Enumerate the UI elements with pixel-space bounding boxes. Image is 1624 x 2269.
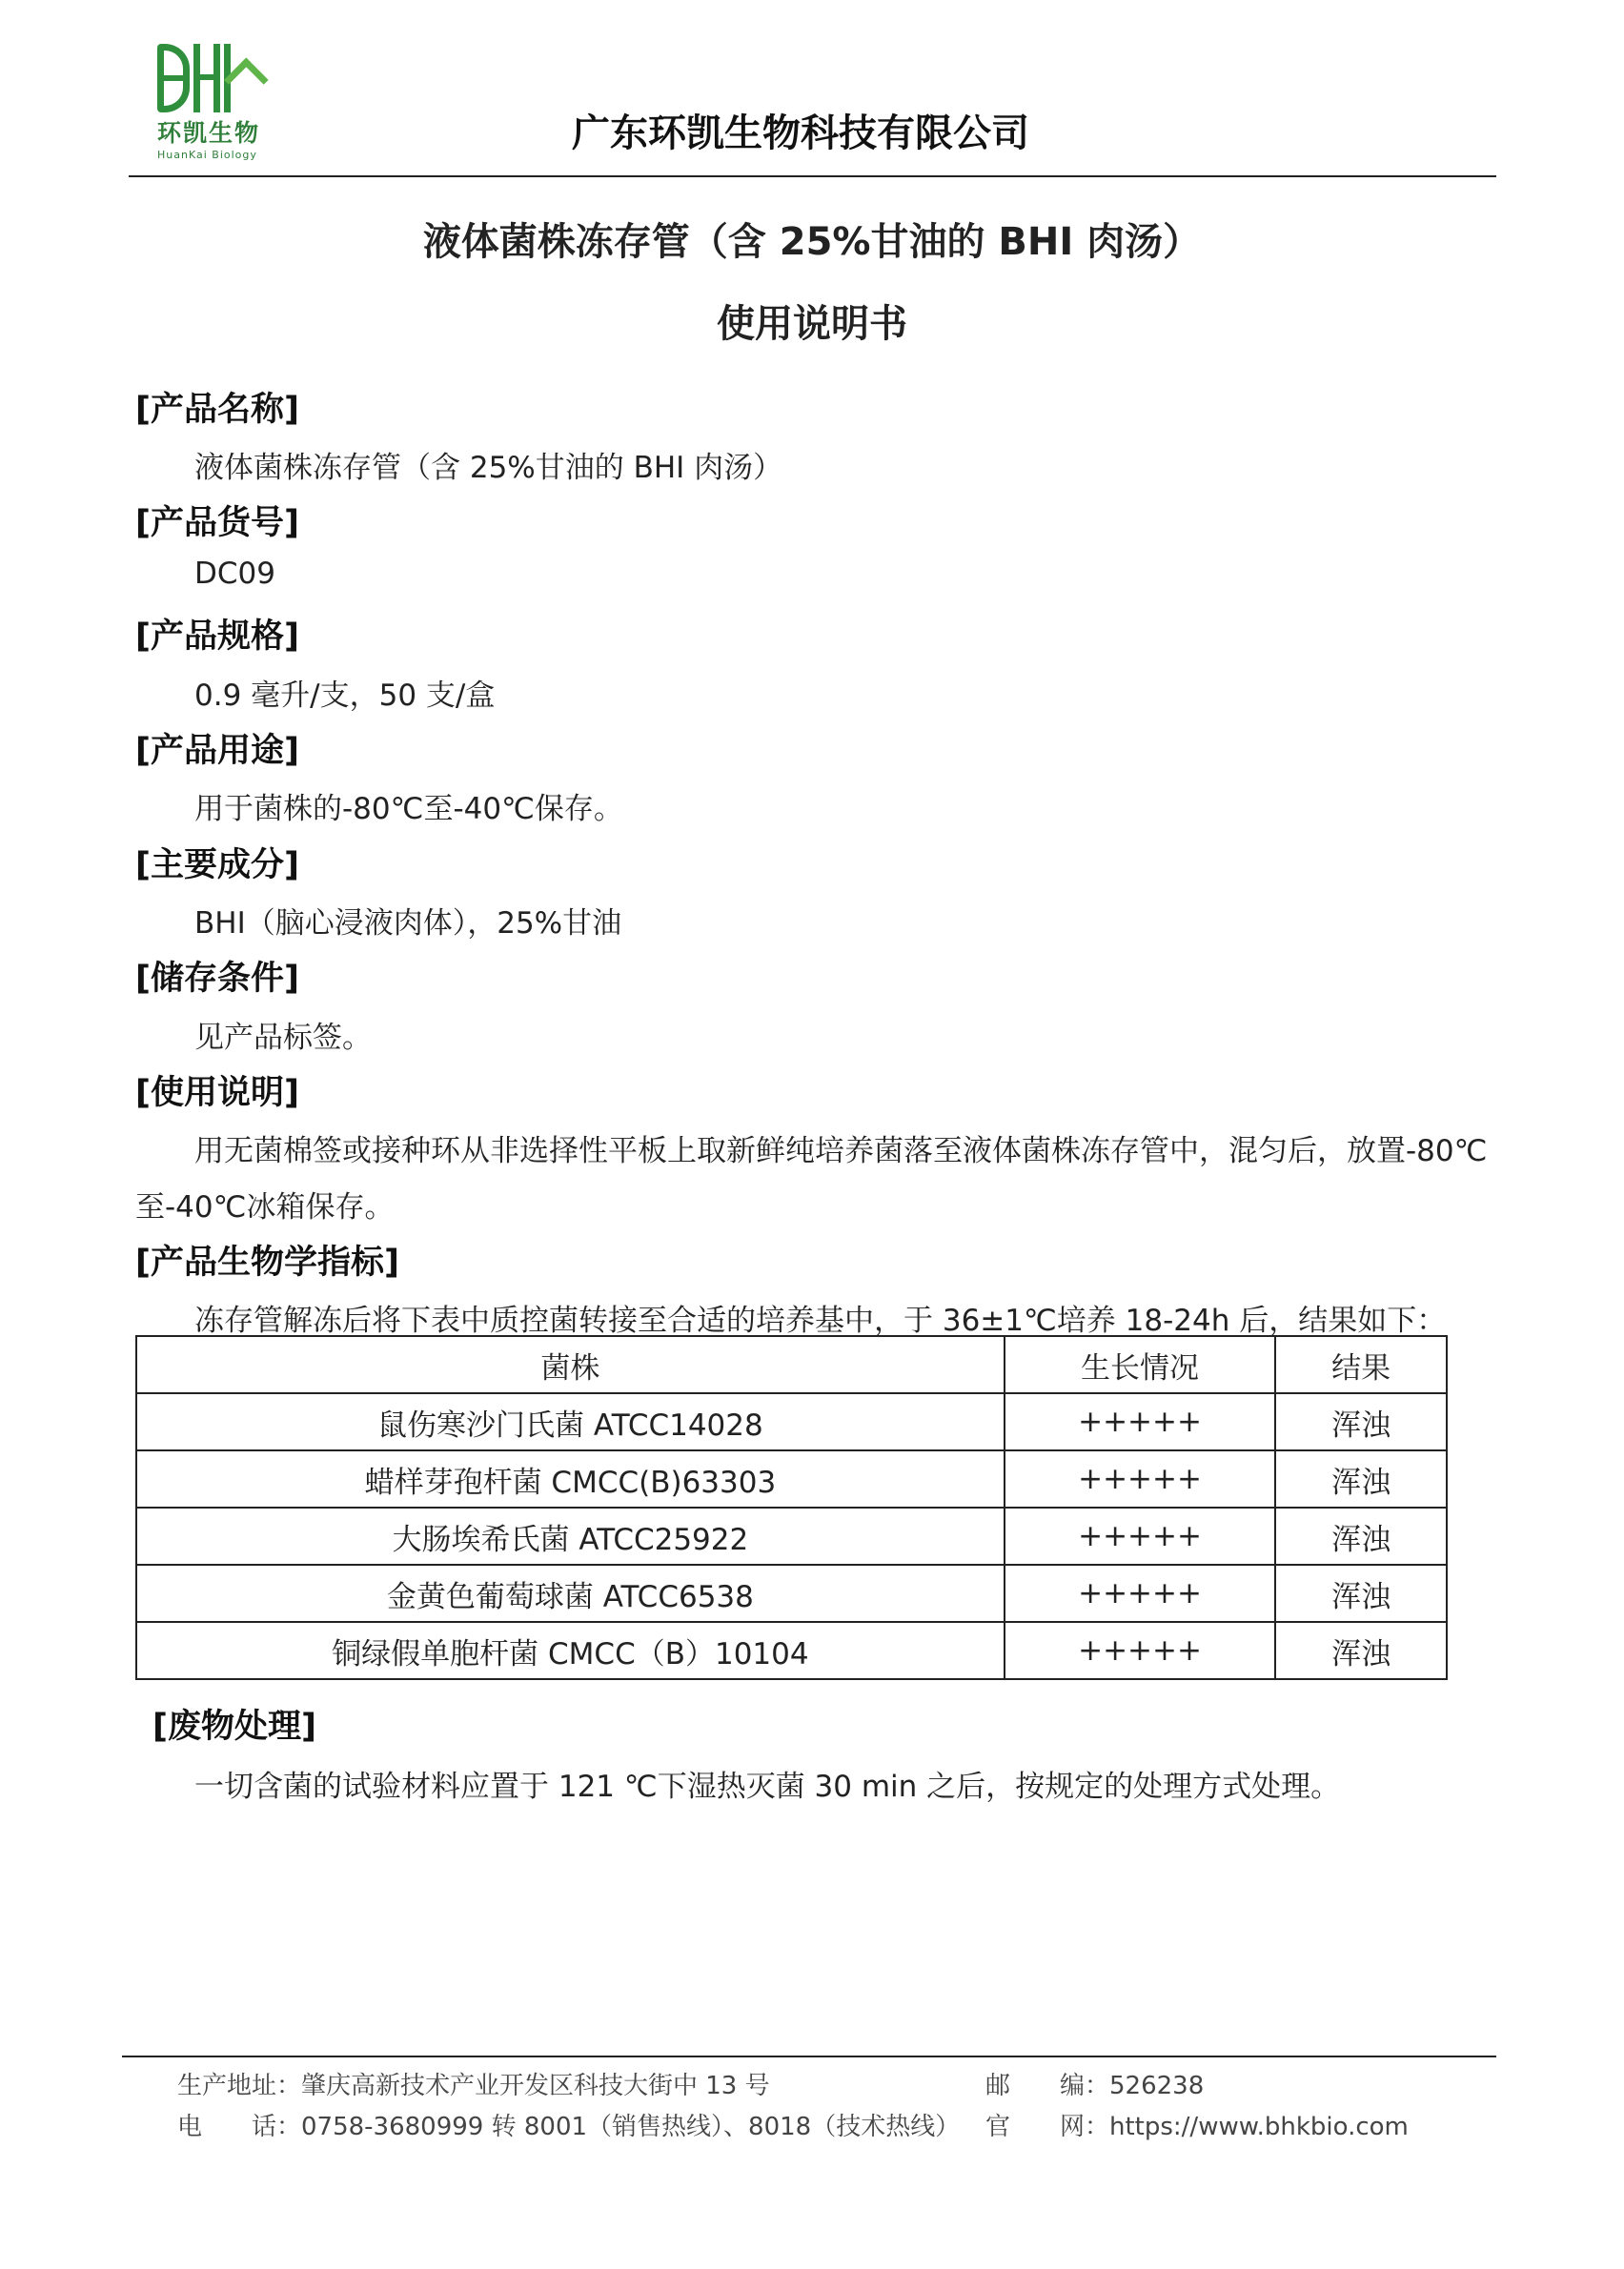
footer-divider xyxy=(122,2056,1496,2057)
table-cell-growth: +++++ xyxy=(1005,1565,1276,1622)
table-cell-result: 浑浊 xyxy=(1275,1393,1447,1450)
table-cell-strain: 大肠埃希氏菌 ATCC25922 xyxy=(136,1508,1005,1565)
table-cell-strain: 铜绿假单胞杆菌 CMCC（B）10104 xyxy=(136,1622,1005,1679)
section-heading-bio: [产品生物学指标] xyxy=(135,1244,399,1282)
section-text-waste: 一切含菌的试验材料应置于 121 ℃下湿热灭菌 30 min 之后，按规定的处理方式处理。 xyxy=(194,1770,1341,1804)
table-cell-growth: +++++ xyxy=(1005,1508,1276,1565)
table-cell-growth: +++++ xyxy=(1005,1393,1276,1450)
document-subtitle: 使用说明书 xyxy=(717,302,907,346)
section-text-use: 用于菌株的-80℃至-40℃保存。 xyxy=(194,792,623,826)
section-heading-use: [产品用途] xyxy=(135,732,299,770)
table-header-strain: 菌株 xyxy=(136,1336,1005,1393)
footer-postcode: 邮 编：526238 xyxy=(985,2072,1205,2100)
table-row xyxy=(136,1622,1447,1679)
section-text-ingredients: BHI（脑心浸液肉体），25%甘油 xyxy=(194,906,622,941)
document-title: 液体菌株冻存管（含 25%甘油的 BHI 肉汤） xyxy=(422,220,1202,264)
table-header-result: 结果 xyxy=(1275,1336,1447,1393)
bio-indicator-table xyxy=(135,1335,1448,1680)
section-heading-waste: [废物处理] xyxy=(152,1708,316,1746)
section-text-spec: 0.9 毫升/支，50 支/盒 xyxy=(194,679,496,713)
table-cell-strain: 金黄色葡萄球菌 ATCC6538 xyxy=(136,1565,1005,1622)
table-header-growth: 生长情况 xyxy=(1005,1336,1276,1393)
table-cell-growth: +++++ xyxy=(1005,1622,1276,1679)
table-row xyxy=(136,1450,1447,1508)
section-text-code: DC09 xyxy=(194,557,275,591)
section-heading-spec: [产品规格] xyxy=(135,618,299,656)
table-cell-result: 浑浊 xyxy=(1275,1622,1447,1679)
table-cell-strain: 蜡样芽孢杆菌 CMCC(B)63303 xyxy=(136,1450,1005,1508)
section-heading-instructions: [使用说明] xyxy=(135,1074,299,1112)
section-heading-code: [产品货号] xyxy=(135,504,299,542)
logo-cn-text: 环凯生物 xyxy=(157,119,261,147)
table-cell-result: 浑浊 xyxy=(1275,1565,1447,1622)
section-text-name: 液体菌株冻存管（含 25%甘油的 BHI 肉汤） xyxy=(194,451,783,485)
section-text-storage: 见产品标签。 xyxy=(194,1021,372,1055)
table-cell-strain: 鼠伤寒沙门氏菌 ATCC14028 xyxy=(136,1393,1005,1450)
table-row xyxy=(136,1393,1447,1450)
table-cell-result: 浑浊 xyxy=(1275,1508,1447,1565)
table-row xyxy=(136,1508,1447,1565)
table-header-row xyxy=(136,1336,1447,1393)
section-heading-storage: [储存条件] xyxy=(135,960,299,998)
table-row xyxy=(136,1565,1447,1622)
footer-phone: 电 话：0758-3680999 转 8001（销售热线）、8018（技术热线） xyxy=(177,2113,961,2141)
bhk-logo-icon xyxy=(157,38,272,112)
footer-address: 生产地址：肇庆高新技术产业开发区科技大街中 13 号 xyxy=(177,2072,770,2100)
section-text-instructions-line1: 用无菌棉签或接种环从非选择性平板上取新鲜纯培养菌落至液体菌株冻存管中，混匀后，放置-80℃ xyxy=(194,1134,1488,1168)
table-cell-result: 浑浊 xyxy=(1275,1450,1447,1508)
table-cell-growth: +++++ xyxy=(1005,1450,1276,1508)
section-heading-ingredients: [主要成分] xyxy=(135,846,299,884)
section-heading-name: [产品名称] xyxy=(135,391,299,429)
section-text-bio: 冻存管解冻后将下表中质控菌转接至合适的培养基中，于 36±1℃培养 18-24h 后，结果如下： xyxy=(194,1304,1447,1338)
company-name: 广东环凯生物科技有限公司 xyxy=(572,111,1029,155)
company-logo xyxy=(157,38,272,162)
footer-website: 官 网：https://www.bhkbio.com xyxy=(985,2113,1409,2141)
logo-en-text: HuanKai Biology xyxy=(157,149,257,161)
section-text-instructions-line2: 至-40℃冰箱保存。 xyxy=(135,1190,395,1225)
header-divider xyxy=(129,175,1496,177)
